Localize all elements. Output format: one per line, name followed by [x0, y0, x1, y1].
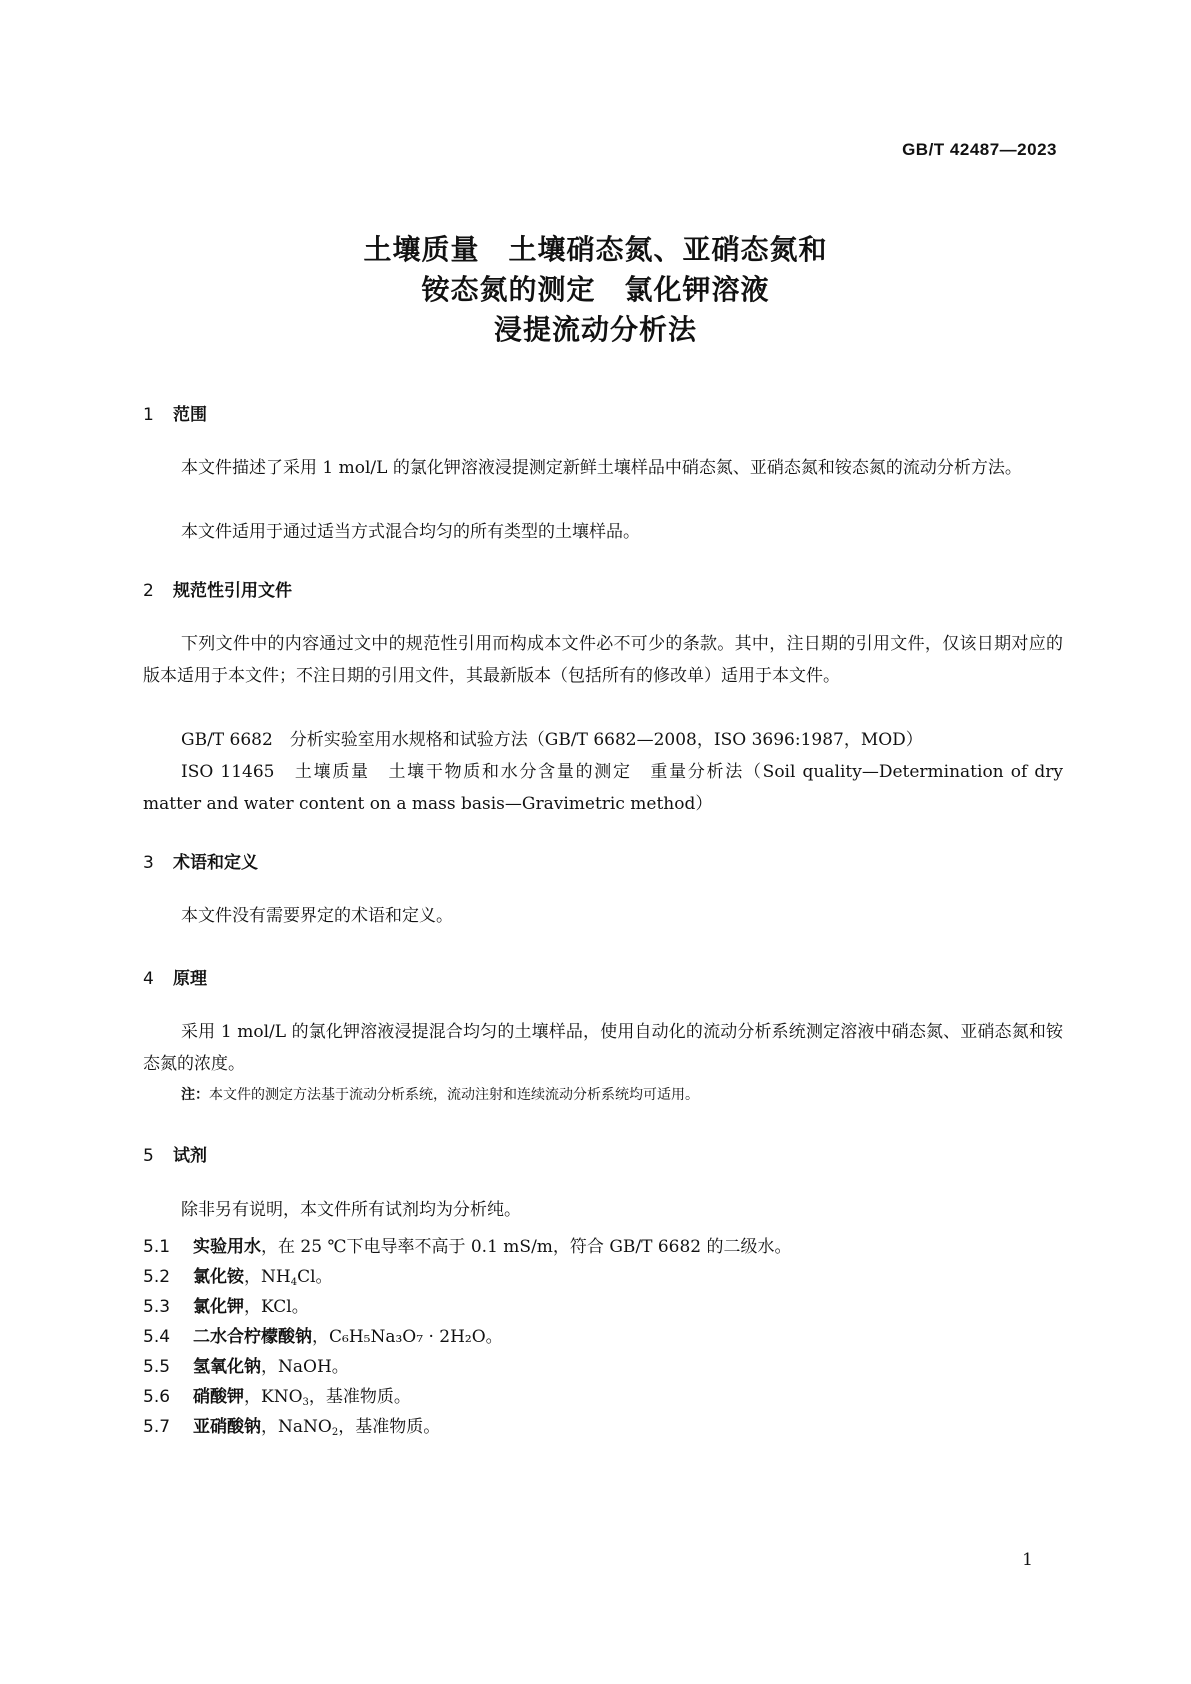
section-2-paragraph-1 — [143, 628, 1063, 692]
section-title: 原理 — [173, 969, 207, 989]
item-number: 5.5 — [143, 1357, 171, 1377]
subscript: 2 — [331, 1427, 339, 1438]
section-number: 1 — [143, 405, 154, 425]
reagent-item — [143, 1412, 440, 1438]
subscript: 3 — [302, 1397, 309, 1408]
section-number: 5 — [143, 1146, 154, 1166]
section-3-heading — [143, 848, 258, 873]
reference-text: GB/T 6682 分析实验室用水规格和试验方法（GB/T 6682—2008，ISO 3696:1987，MOD） — [181, 730, 923, 750]
section-title: 试剂 — [173, 1146, 207, 1166]
item-number: 5.6 — [143, 1387, 171, 1407]
section-title: 范围 — [173, 405, 207, 425]
paragraph-text: 采用 1 mol/L 的氯化钾溶液浸提混合均匀的土壤样品，使用自动化的流动分析系统测定溶液中硝态氮、亚硝态氮和铵态氮的浓度。 — [143, 1022, 1063, 1074]
reagent-item — [143, 1232, 792, 1257]
section-5-heading — [143, 1141, 207, 1166]
normative-reference-2 — [143, 756, 1063, 820]
item-text: ，NaOH。 — [261, 1357, 349, 1377]
reagent-item — [143, 1352, 349, 1377]
item-name: 实验用水 — [193, 1237, 261, 1257]
page-number: 1 — [1022, 1550, 1033, 1570]
section-4-paragraph-1 — [143, 1016, 1063, 1080]
document-title-line-1: 土壤质量 土壤硝态氮、亚硝态氮和 — [363, 233, 828, 266]
item-text: ，基准物质。 — [308, 1387, 411, 1407]
reagent-item — [143, 1382, 411, 1408]
reagent-item — [143, 1292, 309, 1317]
section-title: 规范性引用文件 — [173, 581, 292, 601]
section-4-heading — [143, 964, 207, 989]
section-number: 4 — [143, 969, 154, 989]
item-text: ，在 25 ℃下电导率不高于 0.1 mS/m，符合 GB/T 6682 的二级水。 — [261, 1237, 792, 1257]
note-text: 本文件的测定方法基于流动分析系统，流动注射和连续流动分析系统均可适用。 — [209, 1087, 699, 1103]
paragraph-text: 除非另有说明，本文件所有试剂均为分析纯。 — [181, 1200, 521, 1220]
item-number: 5.3 — [143, 1297, 171, 1317]
item-formula: ，C₆H₅Na₃O₇ · 2H₂O。 — [312, 1327, 503, 1347]
section-2-heading — [143, 576, 292, 601]
item-number: 5.7 — [143, 1417, 171, 1437]
subscript: 4 — [290, 1277, 298, 1288]
item-number: 5.1 — [143, 1237, 171, 1257]
reagent-item — [143, 1262, 333, 1288]
section-title: 术语和定义 — [173, 853, 258, 873]
paragraph-text: 本文件适用于通过适当方式混合均匀的所有类型的土壤样品。 — [181, 522, 640, 542]
reagent-item — [143, 1322, 503, 1347]
item-name: 氢氧化钠 — [193, 1357, 261, 1377]
item-text: ，NaNO — [261, 1417, 332, 1437]
item-name: 亚硝酸钠 — [193, 1417, 261, 1437]
item-text: ，NH — [244, 1267, 291, 1287]
item-name: 氯化铵 — [193, 1267, 244, 1287]
item-name: 二水合柠檬酸钠 — [193, 1327, 312, 1347]
item-number: 5.4 — [143, 1327, 171, 1347]
paragraph-text: 本文件描述了采用 1 mol/L 的氯化钾溶液浸提测定新鲜土壤样品中硝态氮、亚硝态氮和铵态氮的流动分析方法。 — [181, 458, 1022, 478]
item-text: ，基准物质。 — [338, 1417, 441, 1437]
section-4-note — [181, 1084, 699, 1104]
section-number: 2 — [143, 581, 154, 601]
item-name: 氯化钾 — [193, 1297, 244, 1317]
normative-reference-1 — [143, 724, 1063, 756]
standard-code: GB/T 42487—2023 — [902, 140, 1057, 159]
paragraph-text: 本文件没有需要界定的术语和定义。 — [181, 906, 453, 926]
section-3-paragraph-1 — [143, 900, 1063, 932]
item-number: 5.2 — [143, 1267, 171, 1287]
document-title-line-3: 浸提流动分析法 — [493, 313, 697, 346]
item-text: ，KCl。 — [244, 1297, 309, 1317]
section-number: 3 — [143, 853, 154, 873]
item-text: ，KNO — [244, 1387, 303, 1407]
section-1-paragraph-1 — [143, 452, 1063, 484]
paragraph-text: 下列文件中的内容通过文中的规范性引用而构成本文件必不可少的条款。其中，注日期的引用文件，仅该日期对应的版本适用于本文件；不注日期的引用文件，其最新版本（包括所有的修改单）适用于本文件。 — [143, 634, 1063, 686]
reference-text: ISO 11465 土壤质量 土壤干物质和水分含量的测定 重量分析法（Soil quality—Determination of dry matter and water content on a mass basis—Gravimetric method） — [143, 762, 1063, 814]
item-name: 硝酸钾 — [193, 1387, 244, 1407]
document-title-line-2: 铵态氮的测定 氯化钾溶液 — [421, 273, 770, 306]
item-text: Cl。 — [297, 1267, 333, 1287]
note-label: 注： — [181, 1087, 209, 1103]
section-5-paragraph-1 — [143, 1194, 1063, 1226]
section-1-heading — [143, 400, 207, 425]
section-1-paragraph-2 — [143, 516, 1063, 548]
